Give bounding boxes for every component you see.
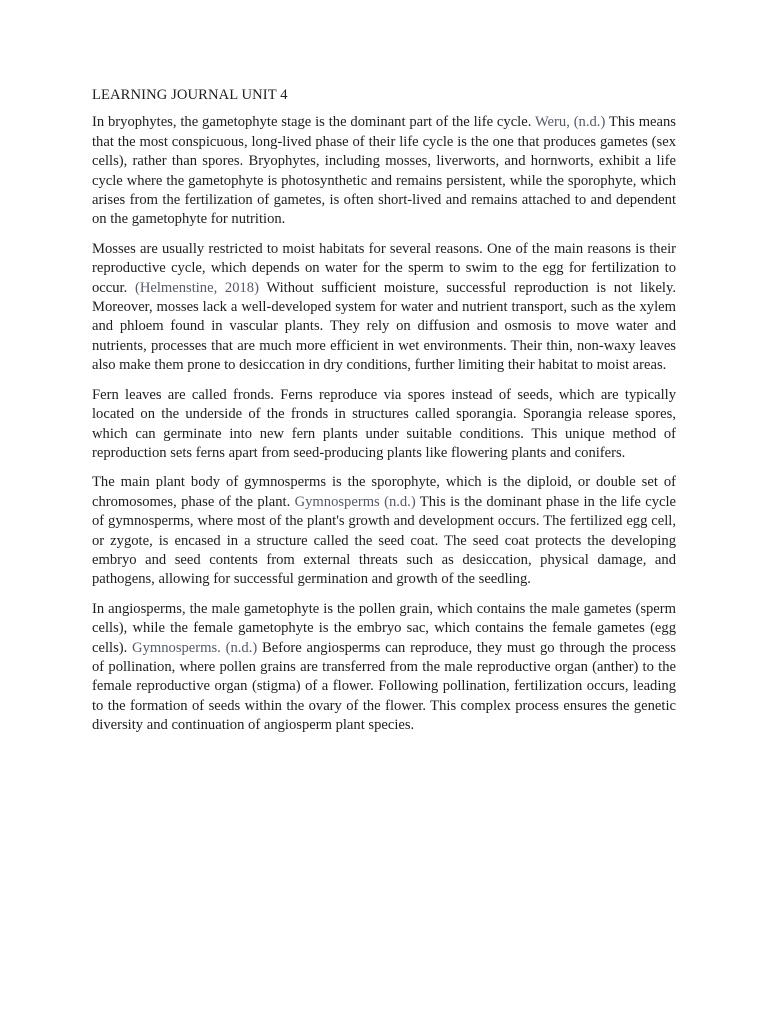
- paragraph-text: Fern leaves are called fronds. Ferns reproduce via spores instead of seeds, which are typically located on the underside of the fronds in structures called sporangia. Sporangia release spores, which can germinate into new fern plants under suitable conditions. This unique method of reproduction sets ferns apart from seed-producing plants like flowering plants and conifers.: [92, 386, 676, 461]
- paragraph-text: Without sufficient moisture, successful reproduction is not likely. Moreover, mosses lack a well-developed system for water and nutrient transport, such as the xylem and phloem found in vascular plants. They rely on diffusion and osmosis to move water and nutrients, processes that are much more efficient in wet environments. Their thin, non-waxy leaves also make them prone to desiccation in dry conditions, further limiting their habitat to moist areas.: [92, 279, 676, 374]
- paragraph-angiosperms: [92, 600, 676, 736]
- document-page: [92, 86, 676, 746]
- paragraph-gymnosperms: [92, 473, 676, 589]
- paragraph-text: In bryophytes, the gametophyte stage is the dominant part of the life cycle.: [92, 114, 535, 131]
- citation-weru: Weru, (n.d.): [534, 114, 606, 131]
- citation-helmenstine: (Helmenstine, 2018): [134, 279, 259, 296]
- paragraph-text: This is the dominant phase in the life cycle of gymnosperms, where most of the plant's growth and development occurs. The fertilized egg cell, or zygote, is encased in a structure called the seed coat. The seed coat protects the developing embryo and seed contents from external threats such as desiccation, physical damage, and pathogens, allowing for successful germination and growth of the seedling.: [92, 493, 676, 588]
- paragraph-bryophytes: [92, 113, 676, 229]
- citation-gymnosperms-2: Gymnosperms. (n.d.): [132, 639, 258, 656]
- paragraph-text: This means that the most conspicuous, long-lived phase of their life cycle is the one that produces gametes (sex cells), rather than spores. Bryophytes, including mosses, liverworts, and hornworts, exhibit a life cycle where the gametophyte is photosynthetic and remains persistent, while the sporophyte, which arises from the fertilization of gametes, is often short-lived and remains attached to and dependent on the gametophyte for nutrition.: [92, 114, 676, 228]
- paragraph-mosses: [92, 240, 676, 376]
- citation-gymnosperms: Gymnosperms (n.d.): [294, 493, 416, 510]
- document-title: LEARNING JOURNAL UNIT 4: [92, 87, 288, 103]
- paragraph-text: Mosses are usually restricted to moist habitats for several reasons. One of the main reasons is their reproductive cycle, which depends on water for the sperm to swim to the egg for fertilization to occur.: [92, 240, 676, 296]
- paragraph-text: Before angiosperms can reproduce, they must go through the process of pollination, where pollen grains are transferred from the male reproductive organ (anther) to the female reproductive organ (stigma) of a flower. Following pollination, fertilization occurs, leading to the formation of seeds within the ovary of the flower. This complex process ensures the genetic diversity and continuation of angiosperm plant species.: [92, 639, 676, 734]
- paragraph-text: The main plant body of gymnosperms is the sporophyte, which is the diploid, or double set of chromosomes, phase of the plant.: [92, 474, 676, 510]
- paragraph-text: In angiosperms, the male gametophyte is the pollen grain, which contains the male gametes (sperm cells), while the female gametophyte is the embryo sac, which contains the female gametes (egg cells).: [92, 600, 676, 656]
- paragraph-ferns: [92, 386, 676, 464]
